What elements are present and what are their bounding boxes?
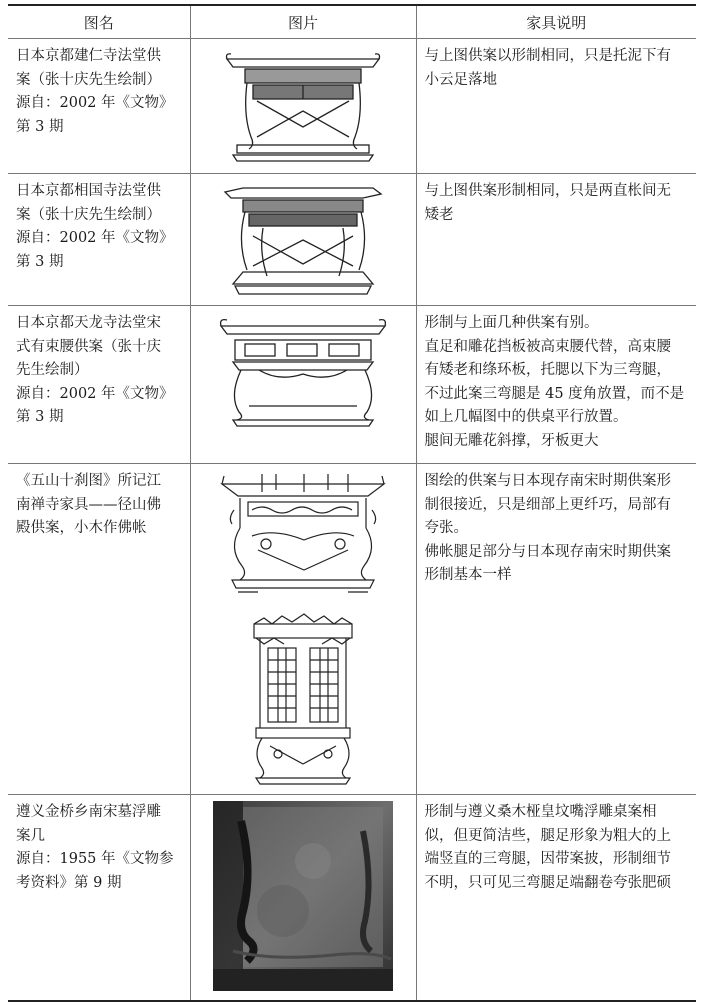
- furniture-table: [8, 4, 696, 1002]
- picture-cell: [190, 464, 416, 795]
- name-line: 案（张十庆先生绘制）: [16, 71, 161, 88]
- description-line: 端竖直的三弯腿，因带案披，形制细节: [424, 851, 671, 867]
- name-line: 第 3 期: [16, 253, 64, 270]
- buddha-canopy-sketch: [248, 608, 358, 788]
- name-cell: [8, 795, 190, 1001]
- altar-table-drawing: [223, 45, 383, 163]
- picture-cell: [190, 306, 416, 464]
- description-line: 不过此案三弯腿是 45 度角放置，而不是: [424, 385, 685, 402]
- name-cell: [8, 306, 190, 464]
- picture-cell: [190, 39, 416, 174]
- name-line: 殿供案，小木作佛帐: [16, 520, 147, 536]
- description-line: 夸张。: [424, 520, 468, 536]
- description-line: 形制与遵义桑木桠皇坟嘴浮雕桌案相: [424, 804, 657, 820]
- name-line: 遵义金桥乡南宋墓浮雕: [16, 804, 161, 820]
- description-line: 不明，只可见三弯腿足端翻卷夸张肥硕: [424, 874, 671, 891]
- description-line: 图绘的供案与日本现存南宋时期供案形: [424, 473, 671, 489]
- name-line: 源自：1955 年《文物参: [16, 851, 174, 867]
- name-line: 日本京都相国寺法堂供: [16, 183, 161, 199]
- header-name: 图名: [8, 5, 190, 39]
- description-line: 佛帐腿足部分与日本现存南宋时期供案: [424, 543, 671, 560]
- name-line: 考资料》第 9 期: [16, 874, 122, 891]
- description-line: 有矮老和绦环板，托腮以下为三弯腿，: [424, 362, 671, 378]
- name-line: 源自：2002 年《文物》: [16, 95, 174, 111]
- description-line: 制很接近，只是细部上更纤巧，局部有: [424, 496, 671, 513]
- header-picture: 图片: [190, 5, 416, 39]
- description-line: 直足和雕花挡板被高束腰代替，高束腰: [424, 338, 671, 355]
- name-line: 日本京都建仁寺法堂供: [16, 48, 161, 64]
- name-cell: [8, 39, 190, 174]
- description-line: 如上几幅图中的供桌平行放置。: [424, 409, 628, 425]
- relief-carving-photo: [213, 801, 393, 991]
- description-line: 形制与上面几种供案有别。: [424, 315, 599, 331]
- table-row: [8, 174, 696, 306]
- description-line: 与上图供案形制相同，只是两直枨间无: [424, 183, 671, 199]
- jingshan-altar-table-sketch: [218, 470, 388, 600]
- name-line: 源自：2002 年《文物》: [16, 230, 174, 246]
- name-line: 案（张十庆先生绘制）: [16, 206, 161, 223]
- header-description: 家具说明: [416, 5, 696, 39]
- description-line: 形制基本一样: [424, 567, 512, 583]
- name-line: 第 3 期: [16, 118, 64, 135]
- header-row: [8, 5, 696, 39]
- description-cell: [416, 306, 696, 464]
- description-cell: [416, 464, 696, 795]
- name-line: 源自：2002 年《文物》: [16, 385, 174, 402]
- description-line: 腿间无雕花斜撑，牙板更大: [424, 432, 599, 449]
- description-cell: [416, 39, 696, 174]
- table-row: [8, 464, 696, 795]
- name-line: 日本京都天龙寺法堂宋: [16, 315, 161, 331]
- picture-cell: [190, 174, 416, 306]
- name-line: 式有束腰供案（张十庆: [16, 338, 161, 355]
- picture-cell: [190, 795, 416, 1001]
- description-line: 似，但更简洁些，腿足形象为粗大的上: [424, 827, 671, 844]
- altar-table-drawing: [223, 180, 383, 298]
- description-line: 矮老: [424, 206, 454, 223]
- name-cell: [8, 174, 190, 306]
- description-cell: [416, 174, 696, 306]
- description-line: 与上图供案以形制相同，只是托泥下有: [424, 48, 671, 64]
- table-row: [8, 306, 696, 464]
- name-line: 先生绘制）: [16, 362, 89, 378]
- name-line: 南禅寺家具——径山佛: [16, 496, 161, 513]
- table-row: [8, 795, 696, 1001]
- name-line: 《五山十刹图》所记江: [16, 473, 161, 489]
- waisted-altar-table-drawing: [219, 312, 387, 432]
- name-line: 第 3 期: [16, 409, 64, 425]
- description-cell: [416, 795, 696, 1001]
- description-line: 小云足落地: [424, 71, 497, 88]
- name-line: 案几: [16, 827, 45, 844]
- table-row: [8, 39, 696, 174]
- name-cell: [8, 464, 190, 795]
